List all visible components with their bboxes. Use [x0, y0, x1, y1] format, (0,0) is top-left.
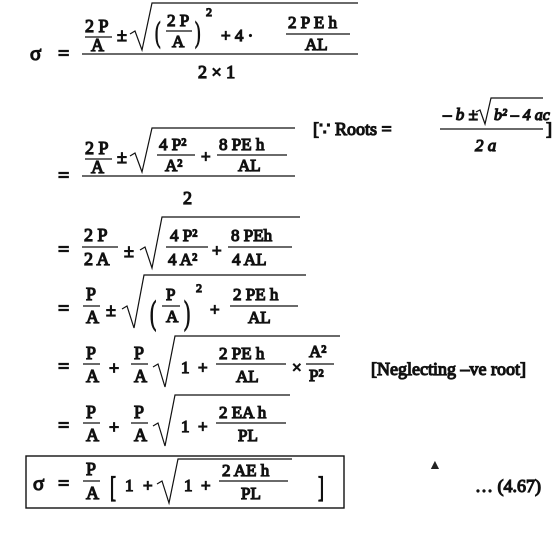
roots-label: [∵ Roots =	[313, 119, 392, 139]
equals-sign: =	[58, 415, 70, 437]
denominator-a: A	[86, 366, 99, 386]
plus-sign: +	[210, 300, 220, 319]
equation-line-1	[30, 3, 358, 82]
plus-sign: +	[201, 147, 211, 166]
denominator-al: AL	[248, 308, 271, 327]
equals-sign: =	[58, 356, 70, 378]
equation-line-4	[58, 275, 306, 331]
plus-sign: +	[212, 241, 222, 260]
equation-line-6	[58, 395, 290, 446]
denominator-a: A	[134, 366, 147, 386]
numerator-2p: 2 P	[84, 225, 108, 245]
left-paren: (	[150, 294, 157, 332]
times-sign: ×	[292, 358, 302, 377]
numerator-2eah: 2 EA h	[219, 403, 267, 422]
plus-sign: +	[109, 358, 120, 378]
denominator-p2: P²	[309, 366, 324, 385]
denominator-a2: A²	[165, 156, 183, 175]
denominator-2a: 2 A	[84, 249, 110, 269]
numerator-a2: A²	[309, 342, 327, 361]
inner-a: A	[166, 307, 179, 326]
numerator-p: P	[134, 402, 145, 422]
inner-p: P	[166, 285, 176, 304]
left-paren: (	[155, 15, 161, 50]
numerator-p: P	[86, 343, 97, 363]
one: 1	[181, 417, 190, 436]
denominator-a: A	[91, 157, 104, 177]
denominator-2x1: 2 × 1	[198, 62, 236, 82]
roots-note	[313, 98, 552, 155]
numerator-p: P	[134, 343, 145, 363]
exponent-2: 2	[196, 281, 202, 295]
numerator-8peh: 8 PE h	[219, 135, 265, 154]
equation-line-2	[58, 128, 295, 208]
numerator-p: P	[86, 459, 97, 479]
denominator-a: A	[91, 35, 104, 55]
numerator-2peh: 2 PE h	[233, 285, 279, 304]
plus-sign: +	[201, 476, 211, 495]
plus-minus-sign: ±	[106, 300, 116, 320]
denominator-4a2: 4 A²	[168, 250, 198, 269]
equals-sign: =	[58, 43, 70, 65]
one: 1	[181, 358, 190, 377]
right-paren: )	[195, 15, 201, 50]
denominator-2: 2	[183, 188, 192, 208]
right-bracket: ]	[318, 471, 324, 505]
denominator-al: AL	[236, 367, 259, 386]
equals-sign: =	[58, 298, 70, 320]
equation-line-3	[58, 217, 300, 269]
denominator-a: A	[86, 483, 99, 503]
plus-sign: +	[198, 417, 208, 436]
numerator-p: P	[86, 402, 97, 422]
denominator-al: AL	[305, 35, 328, 54]
roots-numerator: – b ±	[443, 105, 478, 124]
numerator-4p2: 4 P²	[170, 226, 198, 245]
sigma-symbol: σ	[33, 471, 45, 495]
exponent-2: 2	[206, 5, 212, 19]
denominator-pl: PL	[241, 484, 261, 503]
plus-four-dot: + 4 ·	[221, 26, 254, 45]
numerator-2peh: 2 PE h	[219, 344, 265, 363]
plus-sign: +	[143, 476, 153, 495]
equation-line-5	[58, 336, 526, 387]
inner-2p: 2 P	[167, 11, 190, 30]
denominator-a: A	[86, 425, 99, 445]
denominator-4al: 4 AL	[232, 250, 267, 269]
roots-denominator: 2 a	[475, 136, 497, 155]
denominator-pl: PL	[238, 426, 258, 445]
sigma-symbol: σ	[30, 41, 42, 65]
print-speck: ▲	[428, 458, 442, 473]
plus-sign: +	[109, 417, 120, 437]
neglect-note: [Neglecting –ve root]	[371, 359, 526, 379]
equals-sign: =	[58, 239, 70, 261]
radical-sign	[130, 128, 295, 172]
one: 1	[184, 476, 193, 495]
denominator-a: A	[86, 307, 99, 327]
numerator-8peh: 8 PEh	[231, 226, 273, 245]
denominator-a: A	[134, 425, 147, 445]
plus-minus-sign: ±	[117, 25, 127, 45]
one: 1	[125, 476, 134, 495]
numerator-2aeh: 2 AE h	[222, 461, 270, 480]
numerator-4p2: 4 P²	[159, 135, 187, 154]
equals-sign: =	[58, 165, 70, 187]
left-bracket: [	[110, 471, 116, 505]
plus-minus-sign: ±	[124, 241, 134, 261]
right-paren: )	[183, 294, 191, 332]
numerator-2peh: 2 P E h	[288, 13, 337, 32]
roots-close-bracket: ]	[546, 119, 552, 139]
equation-number: … (4.67)	[475, 476, 541, 496]
equals-sign: =	[58, 473, 70, 495]
inner-a: A	[172, 32, 185, 51]
plus-minus-sign: ±	[117, 147, 127, 167]
numerator-p: P	[86, 284, 97, 304]
final-result	[26, 456, 541, 508]
numerator-2p: 2 P	[85, 138, 109, 158]
numerator-2p: 2 P	[85, 16, 109, 36]
plus-sign: +	[198, 358, 208, 377]
denominator-al: AL	[238, 156, 261, 175]
roots-radicand: b² – 4 ac	[494, 107, 550, 124]
